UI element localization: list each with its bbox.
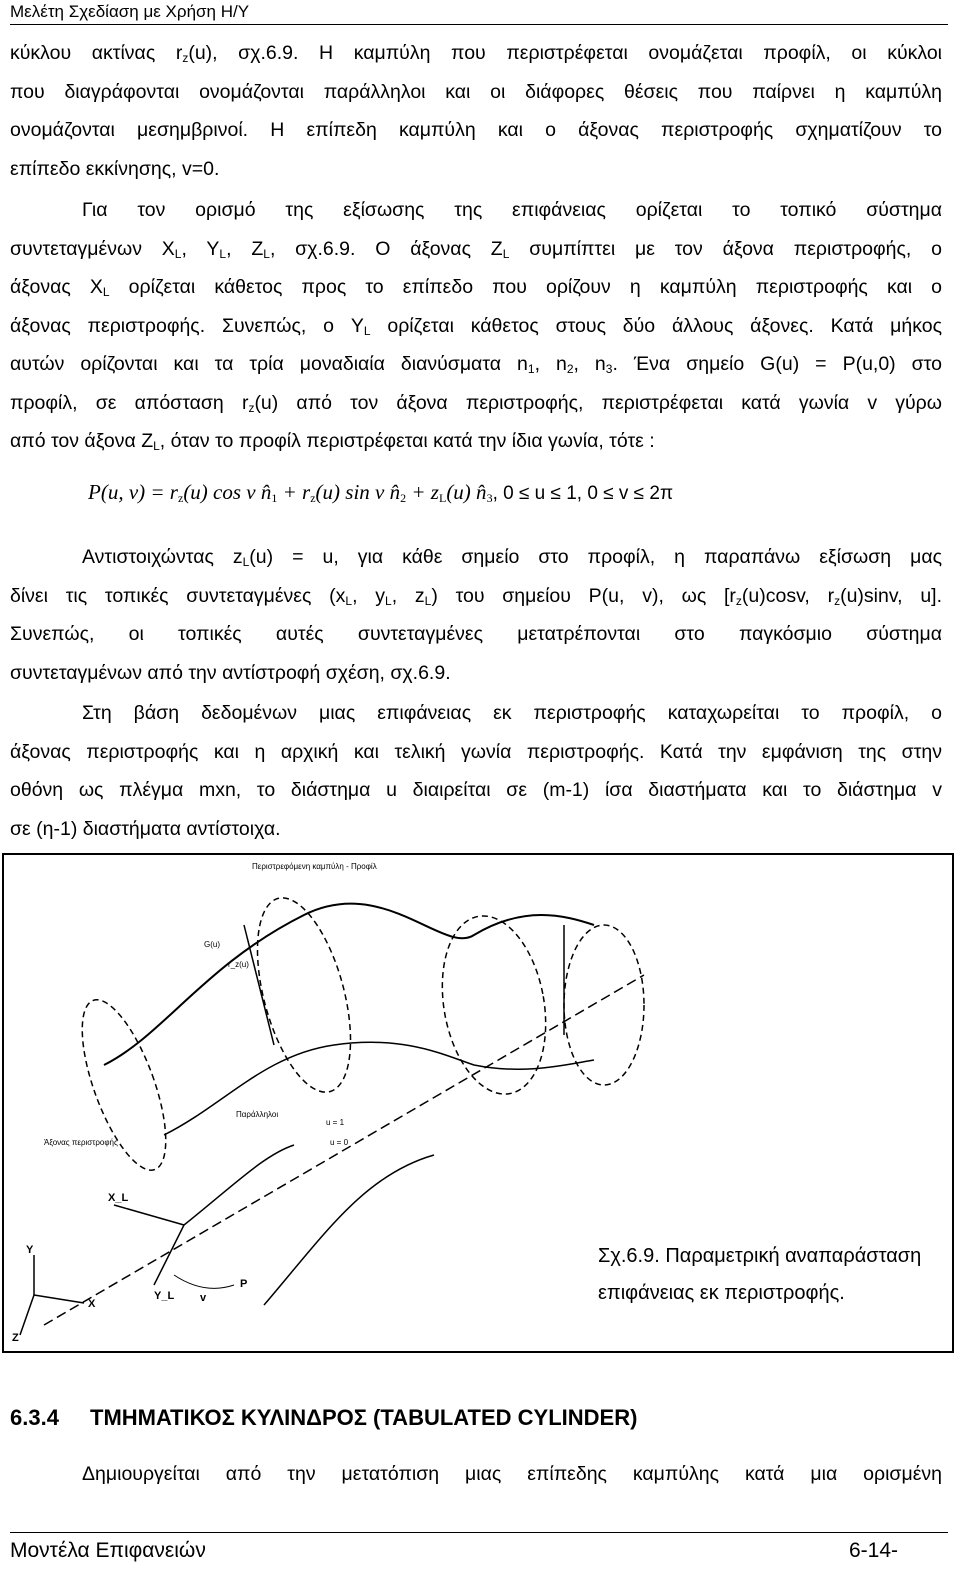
label-g: G(u) (204, 940, 220, 949)
paragraph-3 (10, 538, 942, 692)
local-axis-xl (114, 1205, 184, 1225)
label-axis: Άξονας περιστροφής (44, 1138, 118, 1147)
local-axis-yl (154, 1225, 184, 1285)
label-rz: r_z(u) (228, 960, 249, 969)
text-line: Στη βάση δεδομένων μιας επιφάνειας εκ περιστροφής καταχωρείται το προφίλ, ο (82, 702, 942, 724)
paragraph-4 (10, 694, 942, 848)
caption-line: Σχ.6.9. Παραμετρική αναπαράσταση (598, 1245, 922, 1267)
label-x: X (88, 1298, 96, 1310)
text-line (10, 1455, 942, 1494)
parallel-circle (239, 888, 368, 1102)
page-footer (10, 1532, 948, 1573)
paragraph-2 (10, 191, 942, 461)
radius-line (244, 925, 274, 1045)
world-axis-z (20, 1295, 34, 1335)
text-line: συντεταγμένων από την αντίστροφή σχέση, σχ.6.9. (10, 661, 451, 684)
text-line: δίνει τις τοπικές συντεταγμένες ($x_L$, $y_L$, $z_L$) του σημείου P(u, v), ως [$r_z(u)\cos v$, $r_z(u)\sin v$, u]. (10, 584, 942, 608)
section-title: ΤΜΗΜΑΤΙΚΟΣ ΚΥΛΙΝΔΡΟΣ (TABULATED CYLINDER) (90, 1405, 638, 1430)
parameter-range: , 0 ≤ u ≤ 1, 0 ≤ v ≤ 2π (492, 483, 674, 504)
text-line: επίπεδο εκκίνησης, v=0. (10, 157, 220, 180)
text-line: Για τον ορισμό της εξίσωσης της επιφάνειας ορίζεται το τοπικό σύστημα (82, 199, 942, 221)
label-yl: Y_L (154, 1290, 175, 1302)
text-line: προφίλ, σε απόσταση $r_z(u)$ από τον άξονα περιστροφής, περιστρέφεται κατά γωνία v γύρω (10, 391, 942, 415)
text-line: από τον άξονα $Z_L$, όταν το προφίλ περιστρέφεται κατά την ίδια γωνία, τότε : (10, 430, 655, 453)
profile-curve-bottom (164, 1042, 594, 1135)
text-line: Αντιστοιχώντας $z_L(u) = u$, για κάθε σημείο στο προφίλ, η παραπάνω εξίσωση μας (82, 546, 943, 569)
text-line: που διαγράφονται ονομάζονται παράλληλοι και οι διάφορες θέσεις που παίρνει η καμπύλη (10, 80, 942, 103)
page-number: 6-14- (848, 1539, 898, 1562)
footer-title: Μοντέλα Επιφανειών (10, 1539, 206, 1562)
text-line: κύκλου ακτίνας $r_z(u)$, σχ.6.9. Η καμπύλη που περιστρέφεται ονομάζεται προφίλ, οι κύκλοι (10, 42, 943, 65)
text-line: σε (η-1) διαστήματα αντίστοιχα. (10, 817, 281, 840)
rotation-axis (44, 975, 644, 1325)
label-profile: Περιστρεφόμενη καμπύλη - Προφίλ (252, 862, 377, 871)
section-number: 6.3.4 (10, 1405, 59, 1430)
page-header (10, 0, 948, 25)
figure-caption (598, 1238, 921, 1312)
text-line-content: Δημιουργείται από την μετατόπιση μιας επίπεδης καμπύλης κατά μια ορισμένη (82, 1463, 942, 1485)
text-line: άξονας $X_L$ ορίζεται κάθετος προς το επίπεδο που ορίζουν η καμπύλη περιστροφής και ο (10, 276, 943, 299)
world-axis-x (34, 1295, 84, 1303)
paragraph-1 (10, 34, 942, 188)
profile-curve-top (104, 904, 594, 1065)
text-line: αυτών ορίζονται και τα τρία μοναδιαία διανύσματα $n_1$, $n_2$, $n_3$. Ένα σημείο G(u) = P(u,0) στο (10, 353, 942, 376)
text-line: άξονας περιστροφής και η αρχική και τελική γωνία περιστροφής. Κατά την εμφάνιση της στην (10, 740, 942, 763)
label-p: P (240, 1278, 248, 1290)
angle-arc (174, 1275, 234, 1288)
text-line: άξονας περιστροφής. Συνεπώς, ο $Y_L$ ορίζεται κάθετος στους δύο άλλους άξονες. Κατά μήκος (10, 314, 942, 338)
label-u0: u = 0 (330, 1138, 349, 1147)
parallel-circle (564, 925, 644, 1085)
label-xl: X_L (108, 1192, 129, 1204)
u1-profile (264, 1155, 434, 1305)
text-line: Συνεπώς, οι τοπικές αυτές συντεταγμένες μετατρέπονται στο παγκόσμιο σύστημα (10, 623, 942, 645)
caption-line: επιφάνειας εκ περιστροφής. (598, 1282, 845, 1304)
surface-equation: P(u, $v) = r_z(u)$ cos v $n̂_1 + r_z(u)$ sin v $n̂_2 + z_L(u)$ $n̂_3$, 0 ≤ u ≤ 1, 0 ≤ v ≤ 2π (88, 480, 674, 505)
text-line: οθόνη ως πλέγμα mxn, το διάστημα u διαιρείται σε (m-1) ίσα διαστήματα και το διάστημα v (10, 779, 942, 801)
header-title: Μελέτη Σχεδίαση με Χρήση Η/Υ (10, 2, 250, 21)
text-line: ονομάζονται μεσημβρινοί. Η επίπεδη καμπύλη και ο άξονας περιστροφής σχηματίζουν το (10, 119, 942, 141)
label-z: Z (12, 1332, 19, 1344)
parallel-circle (429, 908, 559, 1103)
label-u1: u = 1 (326, 1118, 345, 1127)
label-parallel: Παράλληλοι (236, 1110, 279, 1119)
text-line: συντεταγμένων $X_L$, $Y_L$, $Z_L$, σχ.6.9. Ο άξονας $Z_L$ συμπίπτει με τον άξονα περιστροφής, ο (10, 237, 943, 261)
label-v: v (200, 1292, 207, 1304)
u1-profile (184, 1145, 294, 1225)
label-y: Y (26, 1244, 34, 1256)
section-heading (10, 1405, 637, 1431)
